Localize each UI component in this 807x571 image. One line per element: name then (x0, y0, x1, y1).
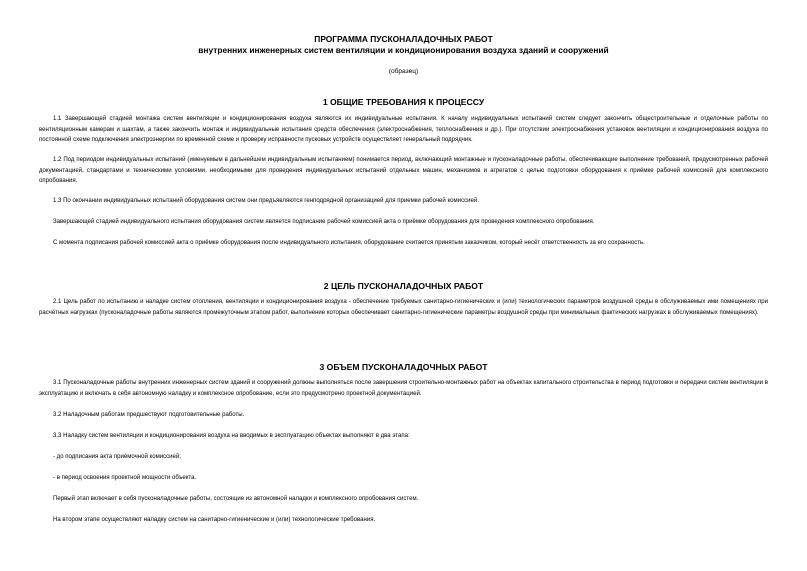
section-3-paragraph-7: На втором этапе осуществляют наладку систем на санитарно-гигиенические и (или) технологические требования. (53, 517, 376, 523)
section-1-paragraph-3: 1.3 По окончании индивидуальных испытаний оборудования систем они предъявляются генподрядной организацией для приемки рабочей комиссией. (53, 198, 479, 204)
section-3-paragraph-3: 3.3 Наладку систем вентиляции и кондиционирования воздуха на вводимых в эксплуатацию объектах выполняют в два этапа: (53, 433, 410, 439)
section-2-paragraph-1: 2.1 Цель работ по испытанию и наладке систем отопления, вентиляции и кондиционирования воздуха - обеспечение требуемых санитарно-гигиенических и (или) технологических параметров воздушной среды в обслуживаемых ими помещениях при расчётных нагрузках (пусконаладочные работы являются промежуточным этапом работ, выполнение которых обеспечивает санитарно-гигиенические параметры воздушной среды при минимальных фактических нагрузках в обслуживаемых помещениях). (39, 299, 768, 316)
section-3-paragraph-4: - до подписания акта приёмочной комиссией; (53, 454, 181, 460)
document-subtitle: внутренних инженерных систем вентиляции и кондиционирования воздуха зданий и сооружений (198, 45, 609, 55)
section-3-paragraph-6: Первый этап включает в себя пусконаладочные работы, состоящие из автономной наладки и комплексного опробования систем. (53, 496, 419, 502)
document-title: ПРОГРАММА ПУСКОНАЛАДОЧНЫХ РАБОТ (314, 34, 493, 44)
section-2-heading: 2 ЦЕЛЬ ПУСКОНАЛАДОЧНЫХ РАБОТ (323, 281, 484, 291)
section-3-paragraph-2: 3.2 Наладочным работам предшествуют подготовительные работы. (53, 412, 245, 418)
section-3-paragraph-1: 3.1 Пусконаладочные работы внутренних инженерных систем зданий и сооружений должны выполняться после завершения строительно-монтажных работ на объектах капитального строительства в период подготовки и передачи систем вентиляции в эксплуатацию и включать в себя автономную наладку и комплексное опробование, если это предусмотрено проектной документацией. (39, 380, 768, 397)
section-1-paragraph-4: Завершающей стадией индивидуального испытания оборудования систем является подписание рабочей комиссией акта о приёмке оборудования для проведения комплексного опробования. (53, 219, 595, 225)
section-1-paragraph-1: 1.1 Завершающей стадией монтажа систем вентиляции и кондиционирования воздуха являются их индивидуальные испытания. К началу индивидуальных испытаний систем следует закончить общестроительные и отделочные работы по вентиляционным камерам и шахтам, а также закончить монтаж и индивидуальные испытания средств обеспечения (электроснабжения, теплоснабжения и др.). При отсутствии электроснабжения установок вентиляции и кондиционирования воздуха по постоянной схеме подключения электроэнергии по временной схеме и проверку исправности пусковых устройств осуществляет генеральный подрядчик. (39, 116, 768, 144)
section-1-paragraph-5: С момента подписания рабочей комиссией акта о приёмке оборудования после индивидуального испытания, оборудование считается принятым заказчиком, который несёт ответственность за его сохранность. (53, 240, 645, 246)
document-note: (образец) (388, 68, 419, 75)
section-3-heading: 3 ОБЪЕМ ПУСКОНАЛАДОЧНЫХ РАБОТ (319, 362, 488, 372)
section-1-heading: 1 ОБЩИЕ ТРЕБОВАНИЯ К ПРОЦЕССУ (322, 97, 485, 107)
section-1-paragraph-2: 1.2 Под периодом индивидуальных испытаний (именуемым в дальнейшем индивидуальным испытанием) понимается период, включающий монтажные и пусконаладочные работы, обеспечивающие выполнение требований, предусмотренных рабочей документацией, стандартами и техническими условиями, необходимыми для проведения индивидуальных испытаний отдельных машин, механизмов и агрегатов с целью подготовки оборудования к приёмке рабочей комиссией для комплексного опробования. (39, 157, 768, 185)
section-3-paragraph-5: - в период освоения проектной мощности объекта. (53, 475, 197, 481)
